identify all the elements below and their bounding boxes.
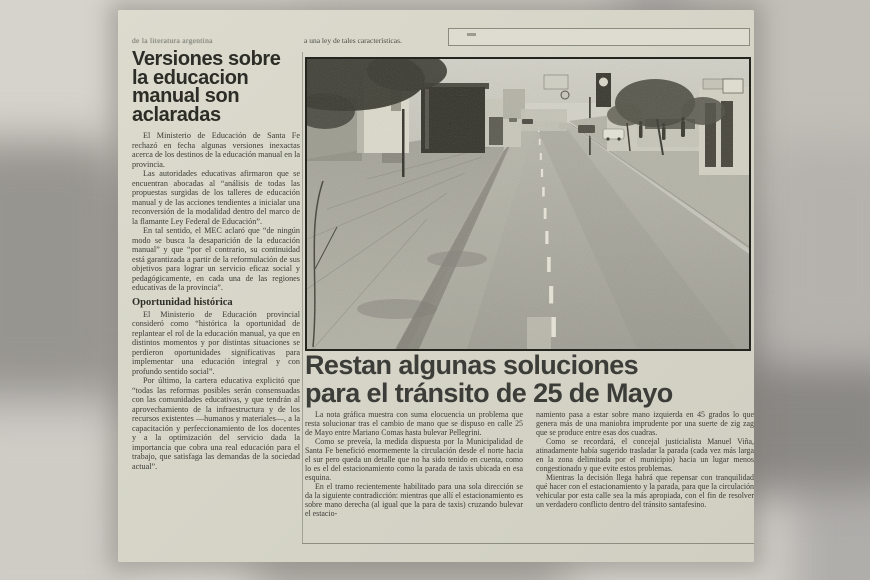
main-article-column-left — [305, 410, 523, 518]
paragraph: El Ministerio de Educación de Santa Fe rechazó en fecha algunas versiones inexactas acerca de los destinos de la educación manual en la provincia. — [132, 131, 300, 169]
street-photo-illustration — [307, 59, 749, 349]
background-blur-patch — [760, 140, 870, 350]
top-center-text-fragment: a una ley de tales características. — [304, 36, 402, 45]
paragraph: En el tramo recientemente habilitado para una sola dirección se da la siguiente contradicción: mientras que allí el estacionamiento es sobre mano derecha (al igual que la para de taxis) cruzando bulevar el estacio- — [305, 482, 523, 518]
newspaper-clipping — [118, 10, 754, 562]
left-article — [132, 50, 300, 471]
article-bottom-rule — [302, 543, 754, 544]
paragraph: Como se recordará, el concejal justicialista Manuel Viña, atinadamente había sugerido trasladar la parada (cada vez más larga en la zona delimitada por el municipio) hacia un lugar menos congestionado y que evite estos problemas. — [536, 437, 754, 473]
left-article-headline: Versiones sobre la educacion manual son aclaradas — [132, 48, 281, 126]
top-right-empty-box — [448, 28, 750, 46]
column-divider-rule — [302, 52, 303, 543]
paragraph: namiento pasa a estar sobre mano izquierda en 45 grados lo que genera más de una maniobra imprudente por una suerte de zig zag que se produce entre esas dos cuadras. — [536, 410, 754, 437]
headline-line-2: para el tránsito de 25 de Mayo — [305, 378, 673, 408]
paragraph: En tal sentido, el MEC aclaró que “de ningún modo se busca la desaparición de la educación manual” y que “por el contrario, su continuidad está garantizada a partir de la reformulación de sus objetivos para lograr un servicio eficaz social y pedagógicamente, en cada una de las regiones educativas de la provincia”. — [132, 226, 300, 292]
paragraph: Como se preveía, la medida dispuesta por la Municipalidad de Santa Fe benefició enormemente la circulación desde el norte hacia el sur pero queda un detalle que no ha sido tenido en cuenta, como lo es el del estacionamiento como la parada de taxis ubicada en esa esquina. — [305, 437, 523, 482]
paragraph: La nota gráfica muestra con suma elocuencia un problema que resta solucionar tras el cambio de mano que se dispuso en calle 25 de Mayo entre Mariano Comas hasta bulevar Pellegrini. — [305, 410, 523, 437]
top-left-text-fragment: de la literatura argentina — [132, 36, 213, 45]
left-article-subhead: Oportunidad histórica — [132, 296, 233, 308]
paragraph: Mientras la decisión llega habrá que repensar con tranquilidad qué hacer con el estacionamiento y la parada, para que la circulación vehicular por esta calle sea la más apropiada, con el fin de resolver un verdadero conflicto dentro del tránsito santafesino. — [536, 473, 754, 509]
paragraph: Las autoridades educativas afirmaron que se encuentran abocadas al “análisis de todas las propuestas surgidas de los talleres de educación manual y de las acciones tendientes a inicialar una reconversión de la modalidad dentro del marco de la flamante Ley Federal de Educación”. — [132, 169, 300, 226]
background-blur-patch — [0, 140, 120, 390]
headline-line-1: Restan algunas soluciones — [305, 350, 639, 380]
paragraph: El Ministerio de Educación provincial consideró como “histórica la oportunidad de replantear el rol de la educación manual, ya que en distintos momentos y por distintas situaciones se perdieron oportunidades significativas para implementar una educación integral y con profundo sentido social”. — [132, 309, 300, 376]
main-article-body — [305, 410, 754, 518]
box-mark — [467, 33, 476, 36]
main-article-column-right — [536, 410, 754, 518]
paragraph: Por último, la cartera educativa explicitó que “todas las reformas posibles serán consensuadas con las comunidades educativas, y que tendrán al aprovechamiento de la infraestructura y de los recursos existentes —humanos y materiales—, a la capacitación y perfeccionamiento de los docentes y a la optimización del servicio dada la importancia que cobra una real educación para el trabajo, que satisfaga las demandas de la sociedad actual”. — [132, 376, 300, 471]
main-article-headline — [305, 351, 753, 407]
street-photo — [305, 57, 751, 351]
left-article-body — [132, 131, 300, 471]
newsprint-grain — [307, 59, 749, 349]
